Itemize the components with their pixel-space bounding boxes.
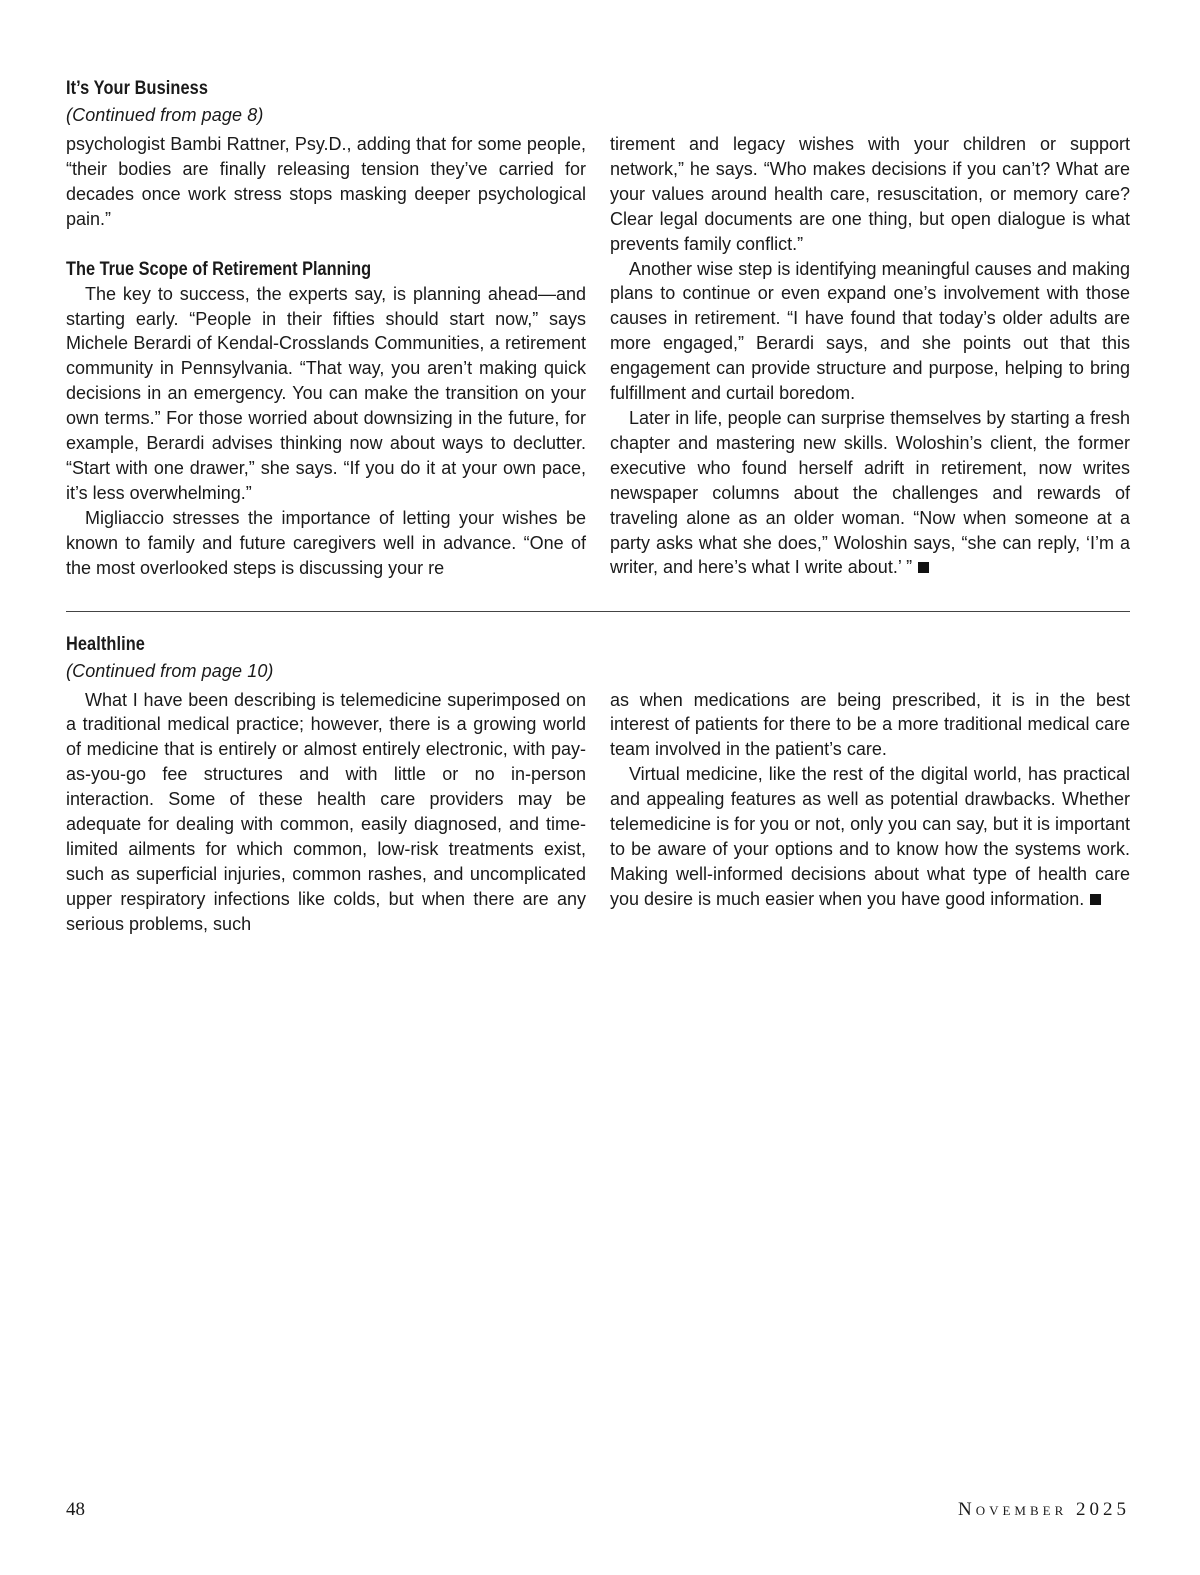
page-content	[66, 76, 1130, 937]
healthline-left-column	[66, 688, 586, 937]
healthline-continued-note: (Continued from page 10)	[66, 660, 274, 681]
business-left-paragraph-2: The key to success, the experts say, is planning ahead—and starting early. “People in their fifties should start now,” says Michele Berardi of Kendal-Crosslands Communities, a retirement community in Pennsylvania. “That way, you aren’t making quick decisions in an emergency. You can make the transition on your own terms.” For those worried about downsizing in the future, for example, Berardi advises thinking now about ways to declutter. “Start with one drawer,” she says. “If you do it at your own pace, it’s less overwhelming.”	[66, 283, 586, 503]
healthline-section	[66, 632, 1130, 937]
business-left-paragraph-1: psychologist Bambi Rattner, Psy.D., adding that for some people, “their bodies are finally releasing tension they’ve carried for decades once work stress stops masking deeper psychological pain.”	[66, 134, 586, 229]
end-of-article-icon	[1090, 894, 1101, 905]
business-subhead: The True Scope of Retirement Planning	[66, 258, 372, 280]
healthline-right-column	[610, 688, 1130, 937]
end-of-article-icon	[918, 562, 929, 573]
business-left-paragraph-3: Migliaccio stresses the importance of letting your wishes be known to family and future caregivers well in advance. “One of the most overlooked steps is discussing your re	[66, 507, 586, 578]
healthline-right-paragraph-1: as when medications are being prescribed, it is in the best interest of patients for there to be a more traditional medical care team involved in the patient’s care.	[610, 689, 1130, 760]
business-right-paragraph-3-text: Later in life, people can surprise themselves by starting a fresh chapter and mastering new skills. Woloshin’s client, the former executive who found herself adrift in retirement, now writes newspaper columns about the challenges and rewards of traveling alone as an older woman. “Now when someone at a party asks what she does,” Woloshin says, “she can reply, ‘I’m a writer, and here’s what I write about.’ ”	[610, 407, 1130, 578]
section-divider	[66, 611, 1130, 612]
healthline-right-paragraph-2-text: Virtual medicine, like the rest of the digital world, has practical and appealing features as well as potential drawbacks. Whether telemedicine is for you or not, only you can say, but it is important to be aware of your options and to know how the systems work. Making well-informed decisions about what type of health care you desire is much easier when you have good information.	[610, 764, 1130, 909]
issue-date: November 2025	[957, 1499, 1130, 1520]
business-right-paragraph-1: tirement and legacy wishes with your children or support network,” he says. “Who makes decisions if you can’t? What are your values around health care, resuscitation, or memory care? Clear legal documents are one thing, but open dialogue is what prevents family conflict.”	[610, 134, 1130, 254]
healthline-columns	[66, 688, 1130, 937]
business-section	[66, 76, 1130, 581]
page-number: 48	[66, 1499, 85, 1520]
page-footer	[66, 1499, 1130, 1521]
healthline-left-paragraph-1: What I have been describing is telemedicine superimposed on a traditional medical practice; however, there is a growing world of medicine that is entirely or almost entirely electronic, with pay-as-you-go fee structures and with little or no in-person interaction. Some of these health care providers may be adequate for dealing with common, easily diagnosed, and time-limited ailments for which common, low-risk treatments exist, such as superficial injuries, common rashes, and uncomplicated upper respiratory infections like colds, but when there are any serious problems, such	[66, 689, 586, 934]
business-columns	[66, 132, 1130, 581]
business-right-paragraph-2: Another wise step is identifying meaningful causes and making plans to continue or even expand one’s involvement with those causes in retirement. “I have found that today’s older adults are more engaged,” Berardi says, and she points out that this engagement can provide structure and purpose, helping to bring fulfillment and curtail boredom.	[610, 258, 1130, 404]
business-right-paragraph-3	[610, 406, 1130, 580]
healthline-right-paragraph-2	[610, 762, 1130, 911]
healthline-section-title: Healthline	[66, 633, 145, 655]
business-section-title: It’s Your Business	[66, 78, 208, 99]
business-left-column	[66, 132, 586, 581]
business-right-column	[610, 132, 1130, 581]
business-continued-note: (Continued from page 8)	[66, 105, 264, 125]
